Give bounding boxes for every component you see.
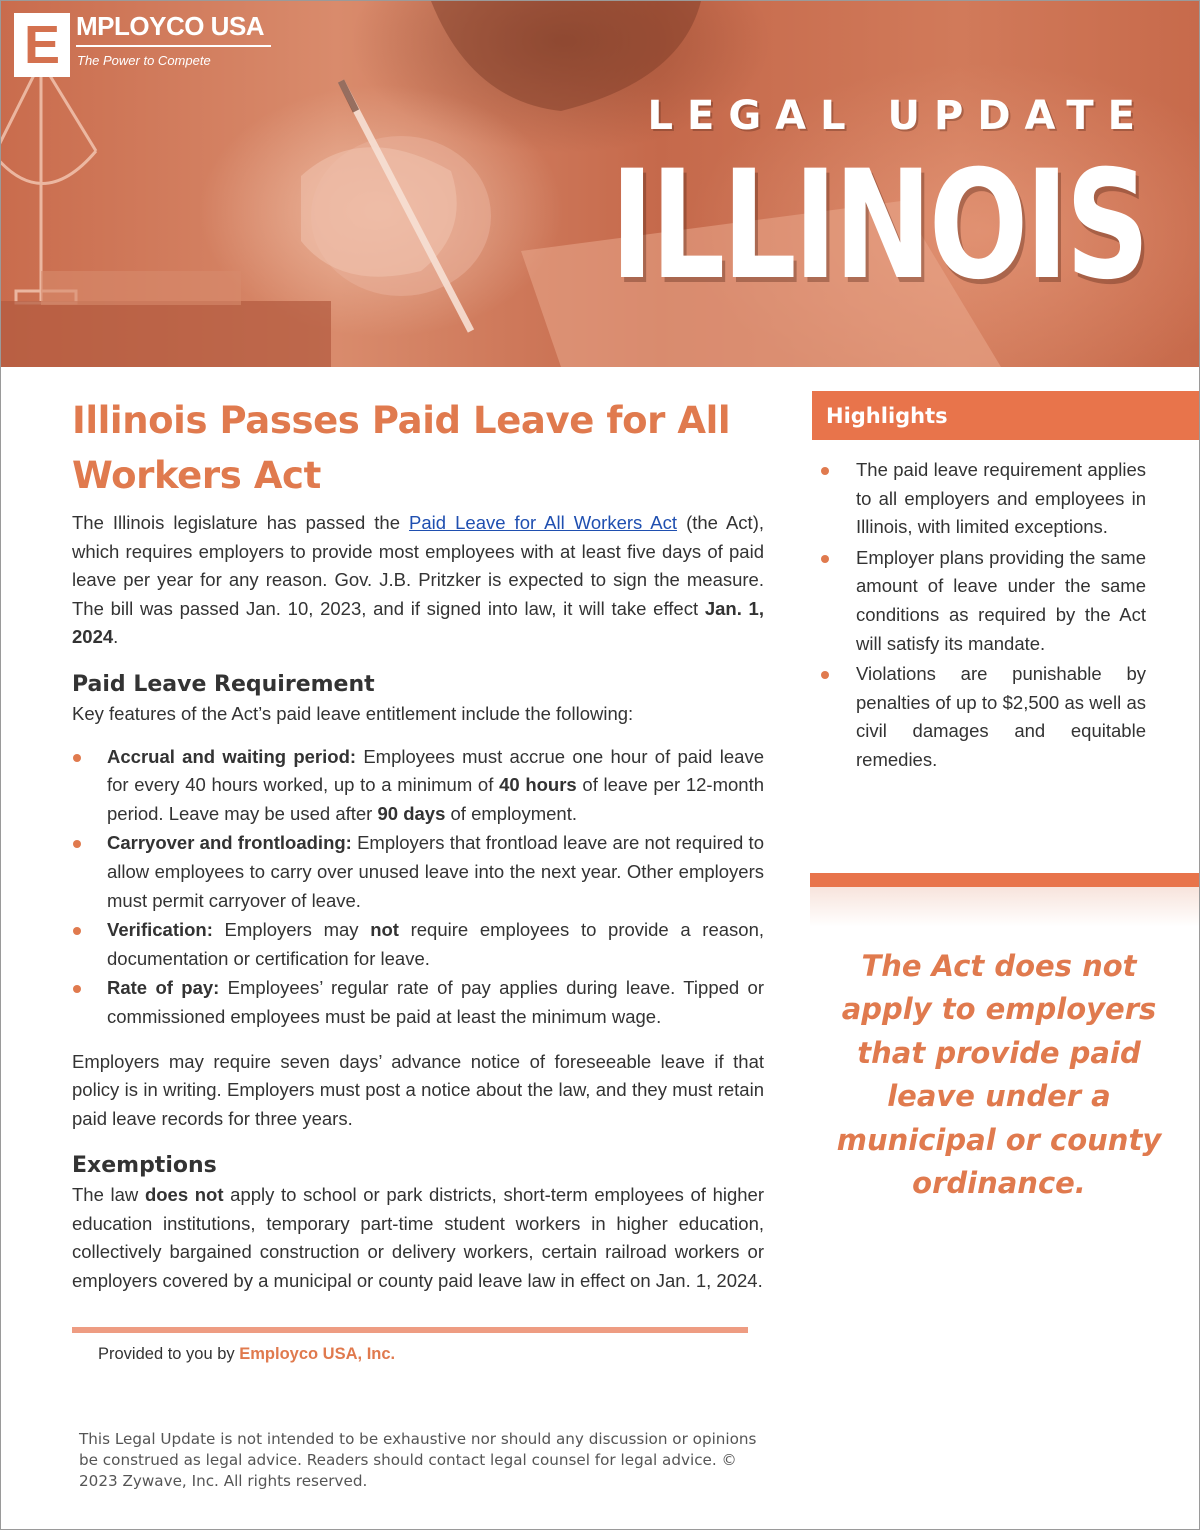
feature-text: Employers that frontload leave are not required to allow employees to carry over unused leave into the next year. Other employers must permit carryover of leave. (107, 832, 764, 911)
highlight-item: The paid leave requirement applies to all employers and employees in Illinois, with limited exceptions. (820, 456, 1146, 542)
feature-text: Employees must accrue one hour of paid leave for every 40 hours worked, up to a minimum of (107, 745, 764, 796)
sidebar-divider-band (810, 873, 1199, 887)
provided-company: Employco USA, Inc. (239, 1345, 396, 1363)
section-heading-paid-leave: Paid Leave Requirement (72, 671, 375, 697)
brand-tagline: The Power to Compete (77, 53, 211, 68)
exemptions-paragraph (72, 1181, 764, 1295)
feature-label: Verification: (107, 919, 213, 941)
exemptions-emphasis: does not (144, 1184, 224, 1206)
highlights-header (812, 391, 1199, 440)
feature-label: Accrual and waiting period: (107, 745, 357, 767)
intro-text: The Illinois legislature has passed the (72, 512, 410, 533)
highlights-heading: Highlights (826, 403, 948, 428)
feature-text: require employees to provide a reason, documentation or certification for leave. (107, 919, 764, 969)
exemptions-text: The law (72, 1184, 145, 1206)
section-heading-exemptions: Exemptions (72, 1153, 217, 1179)
feature-emphasis: 90 days (377, 802, 446, 824)
pull-quote-callout: The Act does not apply to employers that provide paid leave under a municipal or county ordinance. (836, 949, 1162, 1201)
effective-date: Jan. 1, 2024 (72, 597, 764, 648)
feature-emphasis: not (370, 919, 399, 941)
feature-list (72, 743, 764, 1032)
feature-item-carryover (72, 829, 764, 915)
notice-paragraph: Employers may require seven days’ advance notice of foreseeable leave if that policy is in writing. Employers must post a notice about the law, and they must retain paid leave records for three years. (72, 1050, 764, 1129)
provided-prefix: Provided to you by (98, 1345, 240, 1363)
brand-underline (76, 45, 271, 47)
sidebar-divider-fade (810, 887, 1199, 927)
highlights-list (820, 456, 1146, 777)
section-lead: Key features of the Act’s paid leave entitlement include the following: (72, 702, 634, 724)
act-link[interactable]: Paid Leave for All Workers Act (409, 512, 678, 533)
intro-paragraph (72, 509, 764, 652)
highlight-item: Violations are punishable by penalties of up to $2,500 as well as civil damages and equitable remedies. (820, 660, 1146, 774)
main-article (72, 393, 764, 1296)
feature-label: Carryover and frontloading: (107, 832, 352, 854)
feature-label: Rate of pay: (107, 977, 220, 999)
feature-text: Employees’ regular rate of pay applies during leave. Tipped or commissioned employees must be paid at least the minimum wage. (107, 977, 764, 1027)
feature-emphasis: 40 hours (499, 774, 577, 796)
feature-item-accrual (72, 743, 764, 829)
feature-text: Employers may (212, 919, 371, 941)
banner-kicker: LEGAL UPDATE (647, 93, 1149, 139)
feature-text: of leave per 12-month period. Leave may be used after (107, 774, 765, 824)
header-banner (1, 1, 1199, 367)
provided-by-line (98, 1345, 395, 1364)
brand-name: MPLOYCO USA (76, 11, 265, 41)
intro-text-end: . (113, 626, 119, 648)
banner-state-title: ILLINOIS (610, 139, 1147, 313)
intro-text-continued: (the Act), which requires employers to provide most employees with at least five days of paid leave per year for any reason. Gov. J.B. Pritzker is expected to sign the measure. The bill was passed Jan. 10, 2023, and if signed into law, it will take effect (72, 512, 764, 619)
feature-text: of employment. (445, 802, 577, 824)
footer-divider (72, 1327, 748, 1333)
brand-logo-letter: E (23, 15, 61, 75)
legal-disclaimer: This Legal Update is not intended to be exhaustive nor should any discussion or opinions be construed as legal advice. Readers should contact legal counsel for legal advice. © 2023 Zywave, Inc. All rights reserved. (79, 1430, 757, 1490)
brand-logo-mark (14, 13, 70, 77)
highlight-item: Employer plans providing the same amount of leave under the same conditions as required by the Act will satisfy its mandate. (820, 544, 1146, 658)
article-title: Illinois Passes Paid Leave for All Workers Act (72, 399, 731, 497)
exemptions-text-continued: apply to school or park districts, short-term employees of higher education institutions, temporary part-time student workers in higher education, collectively bargained construction or delivery workers, certain railroad workers or employers covered by a municipal or county paid leave law in effect on Jan. 1, 2024. (72, 1184, 764, 1292)
feature-item-rate-of-pay (72, 974, 764, 1031)
feature-item-verification (72, 916, 764, 973)
